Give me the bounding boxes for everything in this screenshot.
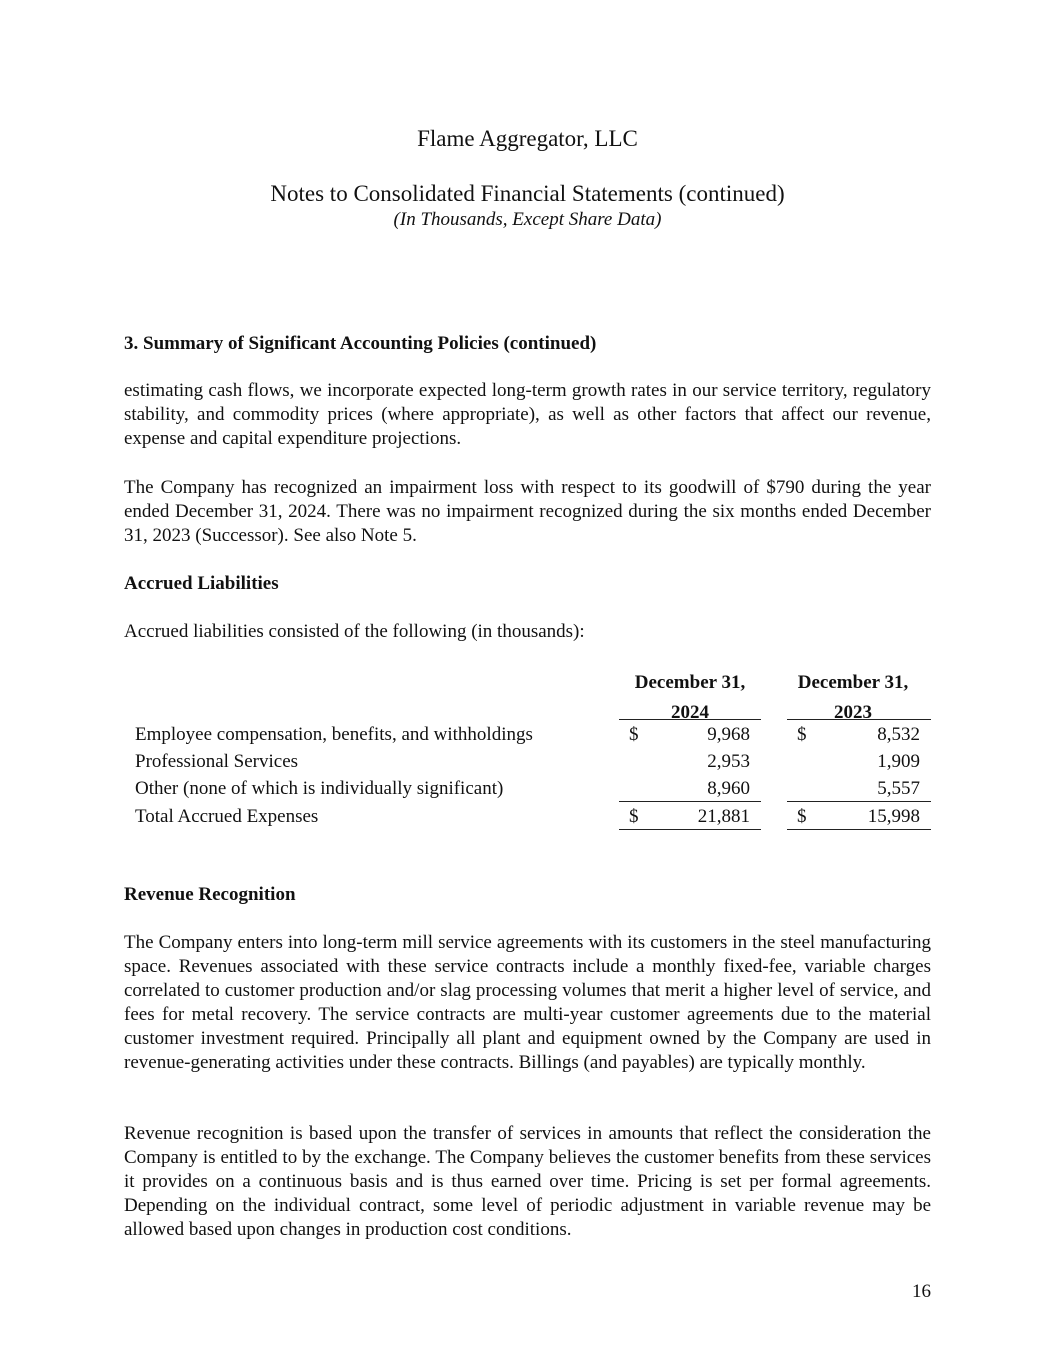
company-name: Flame Aggregator, LLC — [417, 126, 638, 151]
subtotal-rule-2023 — [787, 801, 931, 802]
column-header-2024-line2: 2024 — [671, 702, 709, 723]
dollar-sign: $ — [797, 806, 807, 827]
paragraph-cash-flows: estimating cash flows, we incorporate expected long-term growth rates in our service territory, regulatory stability, and commodity prices (where appropriate), as well as other factors that affect our revenue, expense and capital expenditure projections. — [124, 380, 931, 449]
row-label-total: Total Accrued Expenses — [135, 806, 319, 827]
column-header-2023-line2: 2023 — [834, 702, 872, 723]
column-header-2024-line1: December 31, — [634, 672, 746, 693]
value-2024: 2,953 — [707, 751, 750, 772]
page-number: 16 — [912, 1281, 931, 1302]
subtotal-rule-2024 — [619, 801, 761, 802]
value-2023: 5,557 — [877, 778, 920, 799]
total-rule-2023 — [787, 829, 931, 830]
revenue-recognition-heading: Revenue Recognition — [124, 884, 296, 905]
value-2024: 9,968 — [707, 724, 750, 745]
row-label-professional-services: Professional Services — [135, 751, 299, 772]
total-2024: 21,881 — [697, 806, 750, 827]
value-2023: 1,909 — [877, 751, 920, 772]
accrued-liabilities-heading: Accrued Liabilities — [124, 573, 279, 594]
paragraph-impairment: The Company has recognized an impairment loss with respect to its goodwill of $790 during the year ended December 31, 2024. There was no impairment recognized during the six months ended December 31, 2023 (Successor). See also Note 5. — [124, 477, 931, 546]
row-label-other: Other (none of which is individually significant) — [135, 778, 504, 799]
dollar-sign: $ — [629, 724, 639, 745]
accrued-intro: Accrued liabilities consisted of the following (in thousands): — [124, 621, 585, 642]
units-note: (In Thousands, Except Share Data) — [393, 209, 662, 230]
paragraph-revenue-recognition: Revenue recognition is based upon the transfer of services in amounts that reflect the consideration the Company is entitled to by the exchange. The Company believes the customer benefits from these services it provides on a continuous basis and is thus earned over time. Pricing is set per formal agreements. Depending on the individual contract, some level of periodic adjustment in variable revenue may be allowed based upon changes in production cost conditions. — [124, 1123, 931, 1240]
header-underline-2023 — [787, 719, 931, 720]
total-2023: 15,998 — [867, 806, 920, 827]
header-underline-2024 — [619, 719, 761, 720]
paragraph-service-agreements: The Company enters into long-term mill service agreements with its customers in the steel manufacturing space. Revenues associated with these service contracts include a monthly fixed-fee, variable charges correlated to customer production and/or slag processing volumes that merit a higher level of service, and fees for metal recovery. The service contracts are multi-year customer agreements due to the material customer investment required. Principally all plant and equipment owned by the Company are used in revenue-generating activities under these contracts. Billings (and payables) are typically monthly. — [124, 932, 931, 1073]
section-heading: 3. Summary of Significant Accounting Policies (continued) — [124, 333, 597, 354]
column-header-2023-line1: December 31, — [797, 672, 909, 693]
total-rule-2024 — [619, 829, 761, 830]
dollar-sign: $ — [797, 724, 807, 745]
value-2023: 8,532 — [877, 724, 920, 745]
document-title: Notes to Consolidated Financial Statements (continued) — [270, 181, 785, 206]
row-label-employee-compensation: Employee compensation, benefits, and withholdings — [135, 724, 533, 745]
dollar-sign: $ — [629, 806, 639, 827]
value-2024: 8,960 — [707, 778, 750, 799]
